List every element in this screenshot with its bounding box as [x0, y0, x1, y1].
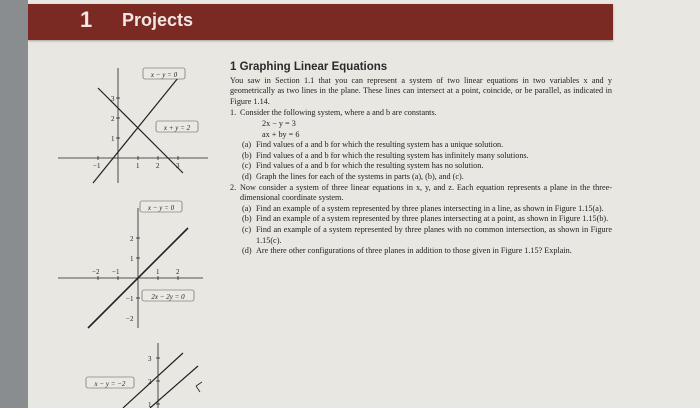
graph-3-tick-y-1: 1 — [148, 401, 152, 408]
question-2b — [230, 214, 612, 225]
question-2b-label: (b) — [242, 214, 252, 224]
cursor-arrow — [196, 382, 202, 392]
graph-2-tick-x-neg2: −2 — [92, 268, 100, 276]
question-1d-text: Graph the lines for each of the systems in parts (a), (b), and (c). — [256, 171, 464, 181]
equation-2: ax + by = 6 — [262, 129, 300, 139]
graph-1-tick-x-1: 1 — [136, 162, 140, 170]
graph-2-tick-y-2: 2 — [130, 235, 134, 243]
question-2c-text: Find an example of a system represented by three planes with no common intersection, as shown in Figure 1.15(c). — [256, 224, 612, 245]
question-2 — [230, 183, 612, 204]
graph-2-tick-x-1: 1 — [156, 268, 160, 276]
question-2a — [230, 204, 612, 215]
question-1a-label: (a) — [242, 140, 252, 150]
question-2a-label: (a) — [242, 203, 252, 213]
graph-1-tick-y-2: 2 — [111, 115, 115, 123]
graph-1-tick-y-1: 1 — [111, 135, 115, 143]
section-intro: You saw in Section 1.1 that you can represent a system of two linear equations in two variables x and y geometrically as two lines in the plane. These lines can intersect at a point, coincide, or be parallel, as indicated in Figure 1.14. — [230, 75, 612, 106]
question-2-text: Now consider a system of three linear equations in x, y, and z. Each equation represents a plane in the three-dimensional coordinate system. — [240, 182, 612, 203]
question-1-number: 1. — [230, 108, 237, 118]
question-1c — [230, 161, 612, 172]
question-1b-text: Find values of a and b for which the resulting system has infinitely many solutions. — [256, 150, 529, 160]
graph-2-label-bot: 2x − 2y = 0 — [151, 293, 185, 301]
graph-2-tick-y-neg1: −1 — [126, 295, 134, 303]
question-1d — [230, 172, 612, 183]
question-2c-label: (c) — [242, 224, 252, 234]
question-1d-label: (d) — [242, 171, 252, 181]
textbook-page — [28, 0, 700, 408]
figure-graphs — [58, 48, 218, 408]
question-2d-text: Are there other configurations of three planes in addition to those given in Figure 1.15? Explain. — [256, 246, 572, 256]
chapter-title: Projects — [122, 10, 194, 30]
equation-1: 2x − y = 3 — [262, 118, 296, 128]
question-1b-label: (b) — [242, 150, 252, 160]
graph-1-tick-x-3: 3 — [176, 162, 180, 170]
graph-1-tick-x-2: 2 — [156, 162, 160, 170]
graph-3-tick-y-3: 3 — [148, 355, 152, 363]
graph-1-label-mid: x + y = 2 — [163, 124, 191, 132]
question-2-number: 2. — [230, 182, 237, 192]
question-1c-text: Find values of a and b for which the resulting system has no solution. — [256, 161, 484, 171]
graph-1-tick-y-3: 3 — [111, 95, 115, 103]
graph-2-label-top: x − y = 0 — [147, 204, 175, 212]
graph-1-tick-x-neg1: −1 — [93, 162, 101, 170]
question-1 — [230, 108, 612, 119]
question-2d — [230, 246, 612, 257]
graph-2 — [58, 201, 203, 328]
question-2a-text: Find an example of a system represented by three planes intersecting in a line, as shown in Figure 1.15(a). — [256, 203, 604, 213]
question-1a — [230, 140, 612, 151]
graph-3-tick-y-2: 2 — [148, 378, 152, 386]
graph-2-tick-y-neg2: −2 — [126, 315, 134, 323]
question-2c — [230, 225, 612, 246]
graph-2-tick-x-neg1: −1 — [112, 268, 120, 276]
chapter-number: 1 — [80, 7, 93, 32]
question-2b-text: Find an example of a system represented by three planes intersecting at a point, as shown in Figure 1.15(b). — [256, 214, 609, 224]
section-title: 1 Graphing Linear Equations — [230, 61, 388, 73]
question-1b — [230, 151, 612, 162]
graph-3-label-bot: x − y = −2 — [94, 380, 126, 388]
question-1c-label: (c) — [242, 161, 252, 171]
question-2d-label: (d) — [242, 246, 252, 256]
section-content — [230, 62, 612, 257]
chapter-header — [28, 4, 613, 40]
question-1-text: Consider the following system, where a and b are constants. — [240, 108, 437, 118]
graph-1-label-top: x − y = 0 — [150, 71, 178, 79]
graph-2-tick-x-2: 2 — [176, 268, 180, 276]
graph-3 — [86, 343, 202, 408]
question-1a-text: Find values of a and b for which the resulting system has a unique solution. — [256, 140, 504, 150]
graph-2-tick-y-1: 1 — [130, 255, 134, 263]
graph-3-line-2 — [150, 366, 198, 408]
